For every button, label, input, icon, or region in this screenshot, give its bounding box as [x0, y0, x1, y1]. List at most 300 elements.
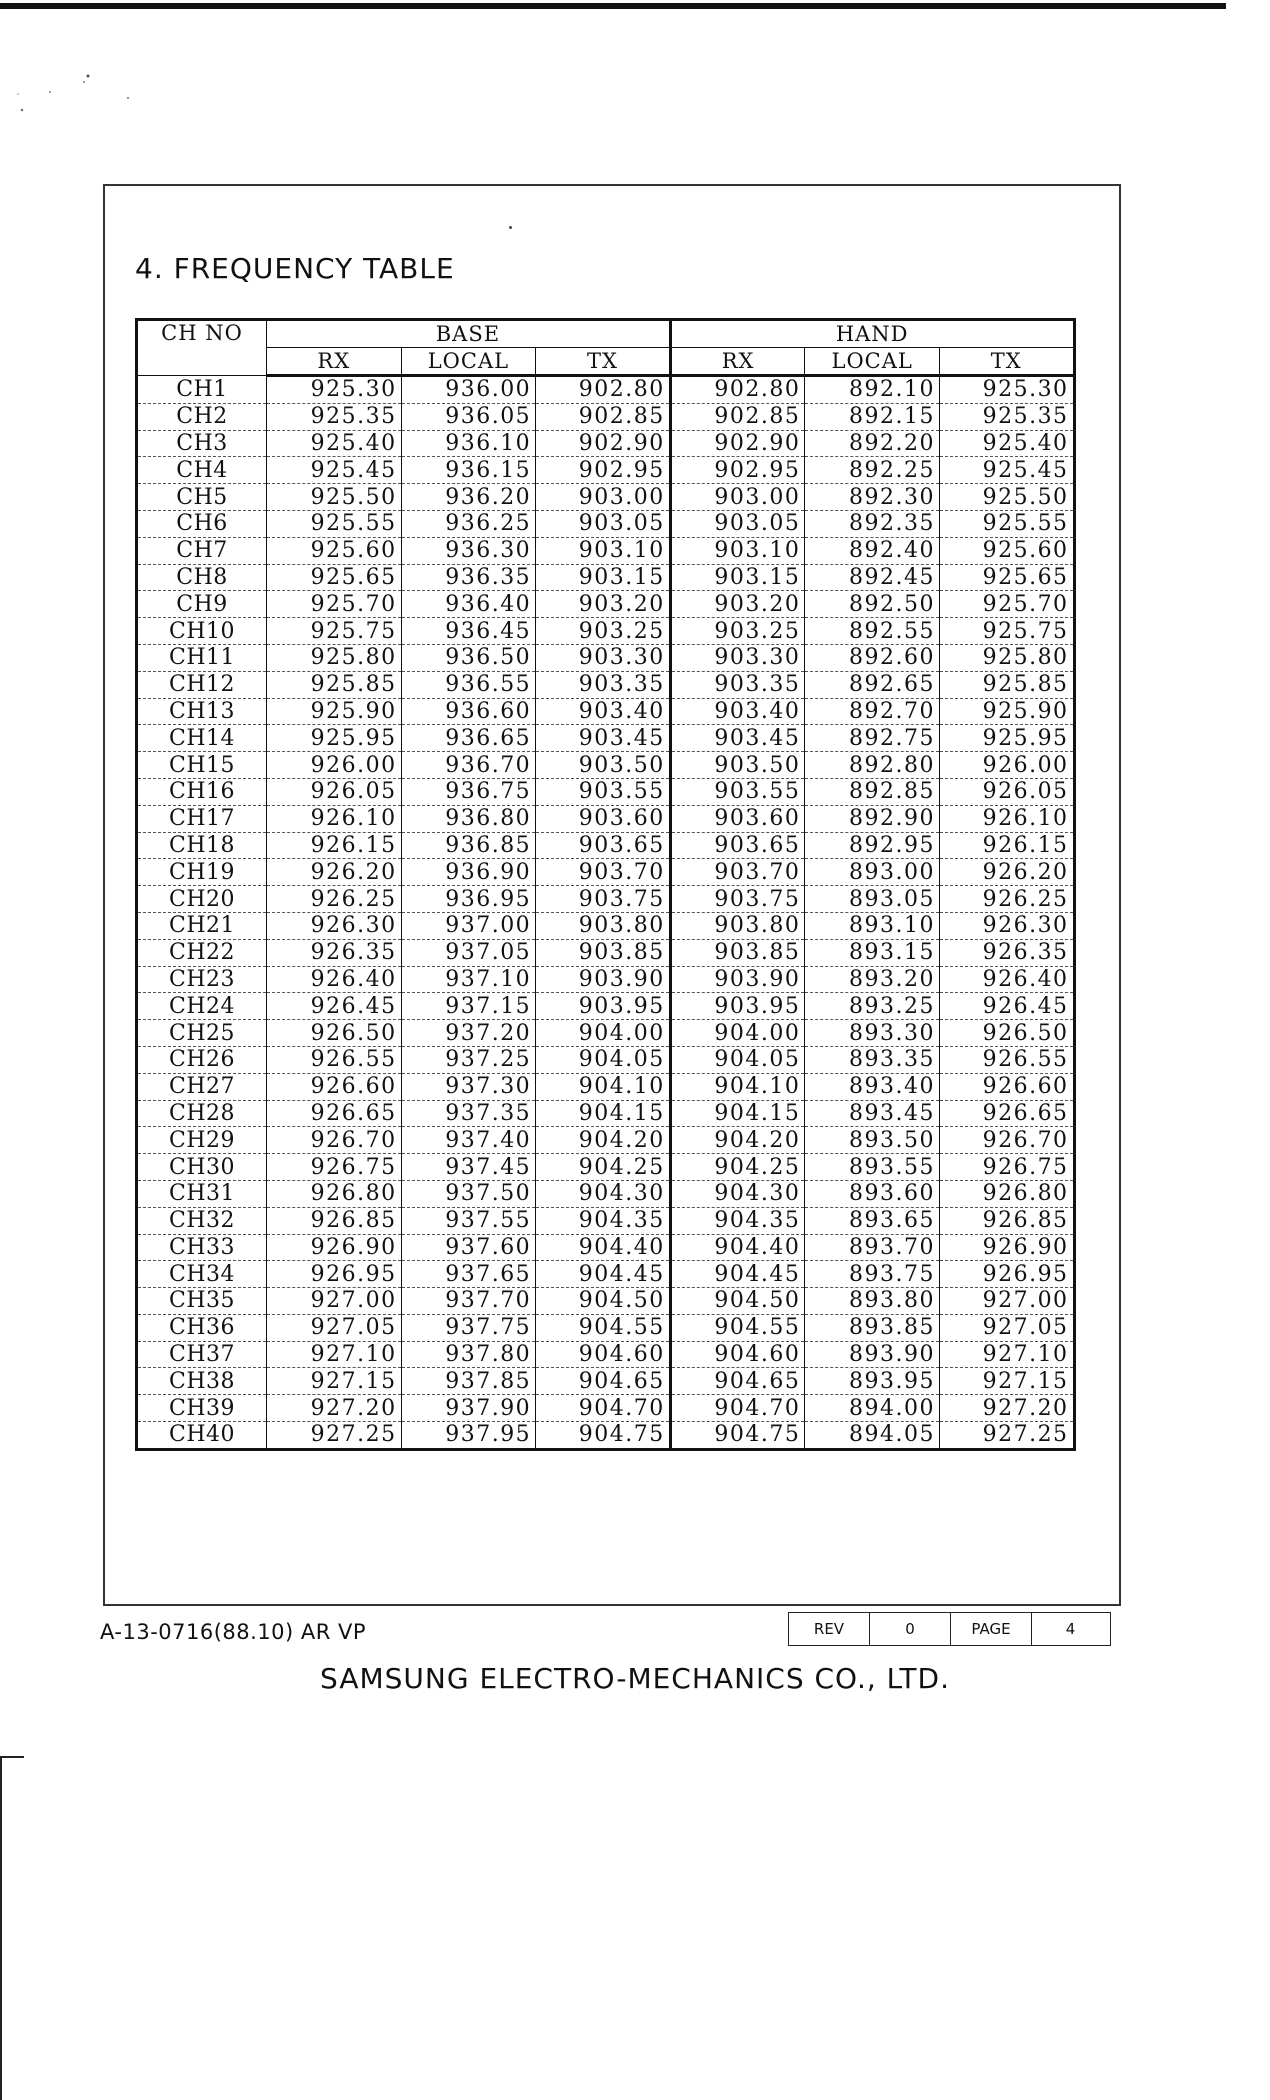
- channel-cell: CH29: [137, 1127, 267, 1154]
- table-row: [137, 1395, 1075, 1422]
- base-rx-cell: 926.35: [267, 939, 402, 966]
- hand-rx-cell: 903.90: [670, 966, 805, 993]
- hand-tx-cell: 926.40: [939, 966, 1074, 993]
- base-rx-cell: 925.60: [267, 537, 402, 564]
- hand-tx-cell: 926.05: [939, 778, 1074, 805]
- hand-rx-cell: 904.70: [670, 1395, 805, 1422]
- base-rx-cell: 925.80: [267, 644, 402, 671]
- table-row: [137, 1341, 1075, 1368]
- base-rx-cell: 926.75: [267, 1154, 402, 1181]
- hand-rx-cell: 902.85: [670, 403, 805, 430]
- channel-cell: CH32: [137, 1207, 267, 1234]
- frequency-table: [135, 318, 1076, 1451]
- base-tx-cell: 904.10: [536, 1073, 671, 1100]
- hand-rx-cell: 904.55: [670, 1314, 805, 1341]
- base-rx-cell: 926.10: [267, 805, 402, 832]
- hand-tx-cell: 927.00: [939, 1288, 1074, 1315]
- hand-local-cell: 892.35: [805, 510, 940, 537]
- base-rx-cell: 925.45: [267, 457, 402, 484]
- base-tx-cell: 904.25: [536, 1154, 671, 1181]
- hand-local-cell: 892.60: [805, 644, 940, 671]
- channel-cell: CH36: [137, 1314, 267, 1341]
- channel-cell: CH3: [137, 430, 267, 457]
- table-row: [137, 430, 1075, 457]
- table-group-header-row: [137, 320, 1075, 348]
- table-row: [137, 376, 1075, 404]
- base-tx-cell: 904.65: [536, 1368, 671, 1395]
- base-local-cell: 937.45: [401, 1154, 536, 1181]
- channel-cell: CH17: [137, 805, 267, 832]
- hand-rx-cell: 903.20: [670, 591, 805, 618]
- hand-tx-cell: 925.40: [939, 430, 1074, 457]
- base-rx-cell: 926.25: [267, 886, 402, 913]
- table-row: [137, 1234, 1075, 1261]
- base-tx-cell: 903.55: [536, 778, 671, 805]
- hand-rx-cell: 902.95: [670, 457, 805, 484]
- channel-cell: CH8: [137, 564, 267, 591]
- left-margin-line: [0, 1756, 2, 2100]
- hand-rx-cell: 903.75: [670, 886, 805, 913]
- table-row: [137, 564, 1075, 591]
- channel-cell: CH16: [137, 778, 267, 805]
- hand-tx-cell: 926.10: [939, 805, 1074, 832]
- base-rx-cell: 926.50: [267, 1020, 402, 1047]
- hand-local-cell: 892.75: [805, 725, 940, 752]
- base-rx-cell: 927.20: [267, 1395, 402, 1422]
- hand-local-cell: 893.15: [805, 939, 940, 966]
- base-local-cell: 936.60: [401, 698, 536, 725]
- base-local-header: LOCAL: [401, 348, 536, 376]
- hand-rx-cell: 904.35: [670, 1207, 805, 1234]
- hand-tx-cell: 926.20: [939, 859, 1074, 886]
- table-row: [137, 993, 1075, 1020]
- hand-tx-header: TX: [939, 348, 1074, 376]
- base-rx-cell: 926.70: [267, 1127, 402, 1154]
- hand-local-cell: 894.00: [805, 1395, 940, 1422]
- table-row: [137, 752, 1075, 779]
- channel-cell: CH7: [137, 537, 267, 564]
- hand-local-cell: 892.80: [805, 752, 940, 779]
- base-rx-cell: 927.10: [267, 1341, 402, 1368]
- channel-cell: CH13: [137, 698, 267, 725]
- hand-tx-cell: 926.75: [939, 1154, 1074, 1181]
- hand-rx-cell: 903.05: [670, 510, 805, 537]
- hand-local-cell: 893.95: [805, 1368, 940, 1395]
- channel-cell: CH11: [137, 644, 267, 671]
- section-title: 4. FREQUENCY TABLE: [135, 252, 455, 285]
- hand-tx-cell: 926.25: [939, 886, 1074, 913]
- channel-cell: CH37: [137, 1341, 267, 1368]
- base-group-header: BASE: [267, 320, 671, 348]
- base-local-cell: 936.45: [401, 618, 536, 645]
- hand-local-cell: 893.80: [805, 1288, 940, 1315]
- hand-local-cell: 892.55: [805, 618, 940, 645]
- base-rx-cell: 926.65: [267, 1100, 402, 1127]
- table-row: [137, 1422, 1075, 1450]
- hand-rx-cell: 903.45: [670, 725, 805, 752]
- table-row: [137, 484, 1075, 511]
- hand-rx-cell: 903.85: [670, 939, 805, 966]
- hand-local-cell: 894.05: [805, 1422, 940, 1450]
- table-row: [137, 912, 1075, 939]
- hand-tx-cell: 926.45: [939, 993, 1074, 1020]
- hand-rx-cell: 904.30: [670, 1180, 805, 1207]
- base-tx-cell: 903.25: [536, 618, 671, 645]
- base-tx-cell: 903.35: [536, 671, 671, 698]
- hand-tx-cell: 926.65: [939, 1100, 1074, 1127]
- hand-tx-cell: 925.80: [939, 644, 1074, 671]
- base-local-cell: 937.80: [401, 1341, 536, 1368]
- hand-rx-cell: 903.60: [670, 805, 805, 832]
- base-tx-cell: 904.75: [536, 1422, 671, 1450]
- table-row: [137, 1180, 1075, 1207]
- rev-label: REV: [789, 1613, 870, 1645]
- base-rx-cell: 925.50: [267, 484, 402, 511]
- base-tx-cell: 903.80: [536, 912, 671, 939]
- base-rx-cell: 926.30: [267, 912, 402, 939]
- channel-cell: CH33: [137, 1234, 267, 1261]
- channel-cell: CH23: [137, 966, 267, 993]
- table-row: [137, 1314, 1075, 1341]
- channel-cell: CH35: [137, 1288, 267, 1315]
- hand-group-header: HAND: [670, 320, 1074, 348]
- hand-rx-cell: 903.55: [670, 778, 805, 805]
- page-number: 4: [1065, 1620, 1076, 1638]
- base-tx-cell: 903.60: [536, 805, 671, 832]
- table-row: [137, 1073, 1075, 1100]
- base-tx-cell: 904.70: [536, 1395, 671, 1422]
- table-row: [137, 1046, 1075, 1073]
- hand-rx-cell: 903.65: [670, 832, 805, 859]
- hand-tx-cell: 925.50: [939, 484, 1074, 511]
- table-row: [137, 644, 1075, 671]
- base-tx-cell: 904.15: [536, 1100, 671, 1127]
- base-rx-cell: 925.75: [267, 618, 402, 645]
- base-tx-cell: 903.00: [536, 484, 671, 511]
- base-rx-cell: 927.25: [267, 1422, 402, 1450]
- base-local-cell: 936.05: [401, 403, 536, 430]
- hand-rx-cell: 904.00: [670, 1020, 805, 1047]
- table-row: [137, 698, 1075, 725]
- base-local-cell: 937.40: [401, 1127, 536, 1154]
- base-local-cell: 937.65: [401, 1261, 536, 1288]
- hand-tx-cell: 926.80: [939, 1180, 1074, 1207]
- base-local-cell: 936.10: [401, 430, 536, 457]
- hand-tx-cell: 925.65: [939, 564, 1074, 591]
- hand-tx-cell: 926.35: [939, 939, 1074, 966]
- base-local-cell: 937.20: [401, 1020, 536, 1047]
- channel-cell: CH38: [137, 1368, 267, 1395]
- base-rx-header: RX: [267, 348, 402, 376]
- base-tx-cell: 903.75: [536, 886, 671, 913]
- hand-local-cell: 893.40: [805, 1073, 940, 1100]
- channel-cell: CH24: [137, 993, 267, 1020]
- base-tx-cell: 903.20: [536, 591, 671, 618]
- base-rx-cell: 925.35: [267, 403, 402, 430]
- channel-cell: CH18: [137, 832, 267, 859]
- channel-cell: CH27: [137, 1073, 267, 1100]
- table-sub-header-row: [137, 348, 1075, 376]
- hand-local-cell: 893.70: [805, 1234, 940, 1261]
- hand-tx-cell: 925.75: [939, 618, 1074, 645]
- hand-local-cell: 893.20: [805, 966, 940, 993]
- base-rx-cell: 925.85: [267, 671, 402, 698]
- hand-rx-cell: 904.40: [670, 1234, 805, 1261]
- base-tx-cell: 904.35: [536, 1207, 671, 1234]
- hand-rx-header: RX: [670, 348, 805, 376]
- hand-local-cell: 893.35: [805, 1046, 940, 1073]
- table-row: [137, 1020, 1075, 1047]
- base-local-cell: 937.15: [401, 993, 536, 1020]
- base-tx-cell: 902.85: [536, 403, 671, 430]
- hand-local-cell: 892.30: [805, 484, 940, 511]
- base-rx-cell: 925.55: [267, 510, 402, 537]
- base-local-cell: 936.55: [401, 671, 536, 698]
- channel-cell: CH34: [137, 1261, 267, 1288]
- table-row: [137, 403, 1075, 430]
- hand-local-cell: 892.65: [805, 671, 940, 698]
- table-row: [137, 939, 1075, 966]
- channel-cell: CH19: [137, 859, 267, 886]
- hand-local-cell: 893.25: [805, 993, 940, 1020]
- table-row: [137, 725, 1075, 752]
- table-row: [137, 1100, 1075, 1127]
- channel-cell: CH25: [137, 1020, 267, 1047]
- base-local-cell: 937.30: [401, 1073, 536, 1100]
- table-row: [137, 966, 1075, 993]
- hand-tx-cell: 926.95: [939, 1261, 1074, 1288]
- revision-box: [788, 1612, 1111, 1646]
- base-tx-cell: 903.15: [536, 564, 671, 591]
- hand-local-cell: 893.05: [805, 886, 940, 913]
- base-local-cell: 937.50: [401, 1180, 536, 1207]
- base-local-cell: 936.50: [401, 644, 536, 671]
- hand-tx-cell: 927.15: [939, 1368, 1074, 1395]
- base-local-cell: 937.05: [401, 939, 536, 966]
- top-rule: [0, 3, 1226, 9]
- base-rx-cell: 925.70: [267, 591, 402, 618]
- base-local-cell: 937.70: [401, 1288, 536, 1315]
- base-tx-cell: 903.10: [536, 537, 671, 564]
- table-row: [137, 1207, 1075, 1234]
- base-local-cell: 936.00: [401, 376, 536, 404]
- base-local-cell: 936.65: [401, 725, 536, 752]
- base-local-cell: 936.70: [401, 752, 536, 779]
- hand-tx-cell: 926.15: [939, 832, 1074, 859]
- base-tx-cell: 902.90: [536, 430, 671, 457]
- base-local-cell: 937.25: [401, 1046, 536, 1073]
- hand-rx-cell: 904.25: [670, 1154, 805, 1181]
- base-local-cell: 937.95: [401, 1422, 536, 1450]
- table-row: [137, 537, 1075, 564]
- base-rx-cell: 926.95: [267, 1261, 402, 1288]
- hand-rx-cell: 904.05: [670, 1046, 805, 1073]
- hand-local-cell: 893.00: [805, 859, 940, 886]
- base-tx-cell: 904.50: [536, 1288, 671, 1315]
- channel-cell: CH12: [137, 671, 267, 698]
- table-row: [137, 1261, 1075, 1288]
- base-local-cell: 936.85: [401, 832, 536, 859]
- base-local-cell: 937.60: [401, 1234, 536, 1261]
- base-local-cell: 937.85: [401, 1368, 536, 1395]
- hand-rx-cell: 903.10: [670, 537, 805, 564]
- base-tx-cell: 904.05: [536, 1046, 671, 1073]
- base-rx-cell: 926.85: [267, 1207, 402, 1234]
- document-code: A-13-0716(88.10) AR VP: [100, 1620, 367, 1644]
- hand-local-cell: 893.45: [805, 1100, 940, 1127]
- base-local-cell: 936.90: [401, 859, 536, 886]
- channel-cell: CH30: [137, 1154, 267, 1181]
- hand-tx-cell: 926.90: [939, 1234, 1074, 1261]
- base-local-cell: 937.55: [401, 1207, 536, 1234]
- channel-cell: CH22: [137, 939, 267, 966]
- hand-local-cell: 893.60: [805, 1180, 940, 1207]
- hand-tx-cell: 925.35: [939, 403, 1074, 430]
- base-rx-cell: 927.00: [267, 1288, 402, 1315]
- channel-cell: CH21: [137, 912, 267, 939]
- hand-local-cell: 893.10: [805, 912, 940, 939]
- channel-cell: CH6: [137, 510, 267, 537]
- hand-rx-cell: 903.40: [670, 698, 805, 725]
- hand-local-cell: 892.40: [805, 537, 940, 564]
- base-rx-cell: 926.20: [267, 859, 402, 886]
- hand-local-cell: 892.50: [805, 591, 940, 618]
- base-tx-cell: 903.50: [536, 752, 671, 779]
- hand-local-cell: 893.30: [805, 1020, 940, 1047]
- channel-cell: CH2: [137, 403, 267, 430]
- table-row: [137, 1368, 1075, 1395]
- table-row: [137, 832, 1075, 859]
- hand-rx-cell: 904.45: [670, 1261, 805, 1288]
- hand-tx-cell: 925.85: [939, 671, 1074, 698]
- hand-tx-cell: 927.20: [939, 1395, 1074, 1422]
- hand-tx-cell: 926.30: [939, 912, 1074, 939]
- hand-local-cell: 892.10: [805, 376, 940, 404]
- hand-tx-cell: 927.10: [939, 1341, 1074, 1368]
- hand-tx-cell: 926.85: [939, 1207, 1074, 1234]
- hand-rx-cell: 904.10: [670, 1073, 805, 1100]
- hand-tx-cell: 925.70: [939, 591, 1074, 618]
- table-body: [137, 376, 1075, 1450]
- table-row: [137, 618, 1075, 645]
- hand-local-cell: 893.85: [805, 1314, 940, 1341]
- hand-rx-cell: 903.50: [670, 752, 805, 779]
- base-tx-cell: 903.90: [536, 966, 671, 993]
- hand-local-cell: 892.90: [805, 805, 940, 832]
- hand-tx-cell: 927.25: [939, 1422, 1074, 1450]
- channel-cell: CH9: [137, 591, 267, 618]
- base-tx-cell: 904.40: [536, 1234, 671, 1261]
- base-rx-cell: 926.60: [267, 1073, 402, 1100]
- base-tx-cell: 903.30: [536, 644, 671, 671]
- base-tx-cell: 902.95: [536, 457, 671, 484]
- base-local-cell: 937.10: [401, 966, 536, 993]
- channel-cell: CH15: [137, 752, 267, 779]
- table-row: [137, 510, 1075, 537]
- hand-local-cell: 893.50: [805, 1127, 940, 1154]
- hand-rx-cell: 903.95: [670, 993, 805, 1020]
- channel-cell: CH20: [137, 886, 267, 913]
- hand-tx-cell: 925.90: [939, 698, 1074, 725]
- channel-cell: CH31: [137, 1180, 267, 1207]
- base-local-cell: 936.20: [401, 484, 536, 511]
- base-rx-cell: 926.45: [267, 993, 402, 1020]
- base-rx-cell: 927.05: [267, 1314, 402, 1341]
- hand-local-cell: 892.25: [805, 457, 940, 484]
- base-tx-cell: 903.05: [536, 510, 671, 537]
- base-rx-cell: 925.95: [267, 725, 402, 752]
- hand-tx-cell: 926.00: [939, 752, 1074, 779]
- base-tx-cell: 903.85: [536, 939, 671, 966]
- table-row: [137, 457, 1075, 484]
- base-tx-cell: 903.40: [536, 698, 671, 725]
- hand-rx-cell: 903.70: [670, 859, 805, 886]
- table-row: [137, 778, 1075, 805]
- table-row: [137, 671, 1075, 698]
- hand-rx-cell: 904.75: [670, 1422, 805, 1450]
- hand-local-cell: 893.75: [805, 1261, 940, 1288]
- base-tx-cell: 904.45: [536, 1261, 671, 1288]
- base-tx-cell: 903.45: [536, 725, 671, 752]
- base-rx-cell: 926.00: [267, 752, 402, 779]
- hand-rx-cell: 904.65: [670, 1368, 805, 1395]
- base-tx-cell: 904.55: [536, 1314, 671, 1341]
- base-tx-cell: 904.00: [536, 1020, 671, 1047]
- hand-rx-cell: 904.50: [670, 1288, 805, 1315]
- hand-tx-cell: 926.55: [939, 1046, 1074, 1073]
- base-tx-cell: 903.70: [536, 859, 671, 886]
- scan-specks: [10, 72, 140, 122]
- channel-cell: CH5: [137, 484, 267, 511]
- base-rx-cell: 926.15: [267, 832, 402, 859]
- hand-tx-cell: 927.05: [939, 1314, 1074, 1341]
- channel-cell: CH14: [137, 725, 267, 752]
- hand-rx-cell: 903.80: [670, 912, 805, 939]
- hand-local-cell: 893.90: [805, 1341, 940, 1368]
- hand-rx-cell: 902.80: [670, 376, 805, 404]
- base-tx-header: TX: [536, 348, 671, 376]
- hand-local-cell: 892.45: [805, 564, 940, 591]
- base-rx-cell: 925.30: [267, 376, 402, 404]
- base-local-cell: 937.35: [401, 1100, 536, 1127]
- company-name: SAMSUNG ELECTRO-MECHANICS CO., LTD.: [320, 1662, 950, 1695]
- hand-tx-cell: 925.95: [939, 725, 1074, 752]
- hand-rx-cell: 903.35: [670, 671, 805, 698]
- hand-rx-cell: 904.60: [670, 1341, 805, 1368]
- base-local-cell: 936.75: [401, 778, 536, 805]
- base-tx-cell: 904.20: [536, 1127, 671, 1154]
- hand-local-cell: 892.85: [805, 778, 940, 805]
- hand-tx-cell: 925.30: [939, 376, 1074, 404]
- base-local-cell: 936.95: [401, 886, 536, 913]
- hand-rx-cell: 902.90: [670, 430, 805, 457]
- hand-rx-cell: 903.30: [670, 644, 805, 671]
- channel-cell: CH1: [137, 376, 267, 404]
- channel-cell: CH40: [137, 1422, 267, 1450]
- hand-tx-cell: 926.60: [939, 1073, 1074, 1100]
- hand-rx-cell: 904.15: [670, 1100, 805, 1127]
- base-rx-cell: 925.40: [267, 430, 402, 457]
- rev-value: 0: [870, 1613, 951, 1645]
- table-row: [137, 1127, 1075, 1154]
- base-rx-cell: 926.40: [267, 966, 402, 993]
- base-local-cell: 936.40: [401, 591, 536, 618]
- table-row: [137, 1288, 1075, 1315]
- base-rx-cell: 927.15: [267, 1368, 402, 1395]
- base-tx-cell: 903.95: [536, 993, 671, 1020]
- hand-rx-cell: 903.00: [670, 484, 805, 511]
- hand-rx-cell: 903.25: [670, 618, 805, 645]
